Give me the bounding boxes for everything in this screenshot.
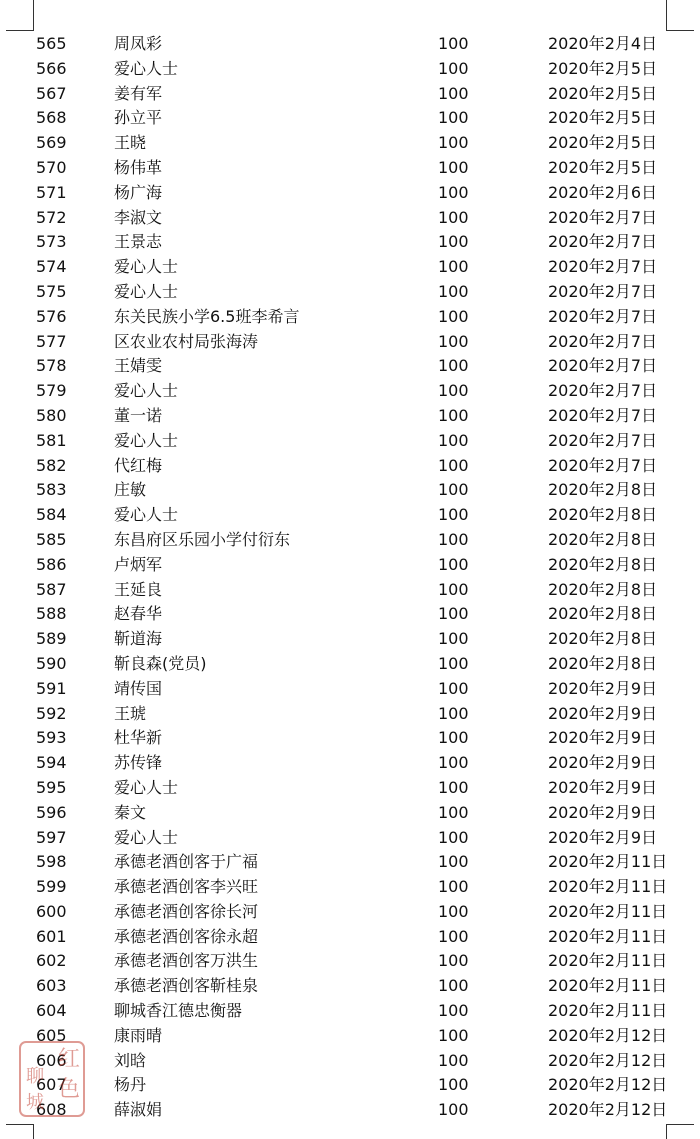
donation-date: 2020年2月9日 [548, 827, 658, 847]
donor-name: 康雨晴 [114, 1025, 163, 1045]
crop-mark-top-right-horizontal [666, 30, 694, 31]
donation-date: 2020年2月11日 [548, 901, 668, 921]
donation-amount: 100 [438, 505, 469, 525]
donation-amount: 100 [438, 1001, 469, 1021]
row-number: 601 [36, 926, 67, 946]
donation-date: 2020年2月9日 [548, 802, 658, 822]
list-item [0, 454, 700, 479]
row-number: 587 [36, 579, 67, 599]
donor-name: 王延良 [114, 579, 163, 599]
donor-name: 王琥 [114, 703, 147, 723]
crop-mark-top-left-vertical [33, 0, 34, 30]
row-number: 568 [36, 108, 67, 128]
donor-name: 靳道海 [114, 629, 163, 649]
list-item [0, 32, 700, 57]
row-number: 578 [36, 356, 67, 376]
list-item [0, 181, 700, 206]
row-number: 598 [36, 852, 67, 872]
donation-date: 2020年2月7日 [548, 257, 658, 277]
donation-amount: 100 [438, 1025, 469, 1045]
list-item [0, 429, 700, 454]
donation-date: 2020年2月7日 [548, 356, 658, 376]
crop-mark-top-right-vertical [666, 0, 667, 30]
row-number: 569 [36, 133, 67, 153]
donation-date: 2020年2月4日 [548, 34, 658, 53]
list-item [0, 404, 700, 429]
donor-name: 秦文 [114, 802, 147, 822]
donation-amount: 100 [438, 579, 469, 599]
donor-name: 代红梅 [114, 455, 163, 475]
donation-amount: 100 [438, 34, 469, 53]
watermark-seal-glyph-1: 红 [58, 1047, 81, 1072]
row-number: 593 [36, 728, 67, 748]
row-number: 585 [36, 529, 67, 549]
list-item [0, 82, 700, 107]
donation-date: 2020年2月11日 [548, 1001, 668, 1021]
donation-amount: 100 [438, 653, 469, 673]
donor-name: 杨伟革 [114, 157, 163, 177]
list-item [0, 949, 700, 974]
donation-date: 2020年2月5日 [548, 58, 658, 78]
donation-date: 2020年2月7日 [548, 455, 658, 475]
donor-name: 卢炳军 [114, 554, 163, 574]
list-item [0, 1024, 700, 1049]
donation-date: 2020年2月5日 [548, 157, 658, 177]
list-item [0, 900, 700, 925]
row-number: 589 [36, 629, 67, 649]
donation-amount: 100 [438, 133, 469, 153]
list-item [0, 875, 700, 900]
donor-name: 孙立平 [114, 108, 163, 128]
donor-name: 爱心人士 [114, 430, 179, 450]
donation-date: 2020年2月7日 [548, 207, 658, 227]
donation-date: 2020年2月7日 [548, 232, 658, 252]
donor-name: 承德老酒创客靳桂泉 [114, 976, 259, 996]
donation-amount: 100 [438, 356, 469, 376]
donation-date: 2020年2月8日 [548, 529, 658, 549]
row-number: 576 [36, 306, 67, 326]
row-number: 606 [36, 1050, 67, 1070]
row-number: 572 [36, 207, 67, 227]
donation-date: 2020年2月8日 [548, 629, 658, 649]
list-item [0, 578, 700, 603]
donation-amount: 100 [438, 306, 469, 326]
list-item [0, 925, 700, 950]
donation-date: 2020年2月12日 [548, 1025, 668, 1045]
donation-amount: 100 [438, 430, 469, 450]
list-item [0, 206, 700, 231]
row-number: 602 [36, 951, 67, 971]
list-item [0, 677, 700, 702]
list-item [0, 230, 700, 255]
donation-date: 2020年2月11日 [548, 976, 668, 996]
donor-name: 爱心人士 [114, 827, 179, 847]
list-item [0, 801, 700, 826]
donor-list [0, 32, 700, 1123]
list-item [0, 553, 700, 578]
donation-amount: 100 [438, 629, 469, 649]
donor-name: 庄敏 [114, 480, 147, 500]
row-number: 583 [36, 480, 67, 500]
list-item [0, 751, 700, 776]
list-item [0, 131, 700, 156]
list-item [0, 999, 700, 1024]
list-item [0, 528, 700, 553]
donation-amount: 100 [438, 753, 469, 773]
row-number: 574 [36, 257, 67, 277]
donor-name: 承德老酒创客徐永超 [114, 926, 259, 946]
donation-date: 2020年2月7日 [548, 281, 658, 301]
row-number: 590 [36, 653, 67, 673]
row-number: 592 [36, 703, 67, 723]
donor-name: 聊城香江德忠衡器 [114, 1001, 243, 1021]
donation-amount: 100 [438, 207, 469, 227]
row-number: 586 [36, 554, 67, 574]
donation-date: 2020年2月5日 [548, 83, 658, 103]
row-number: 580 [36, 405, 67, 425]
row-number: 565 [36, 34, 67, 53]
donation-amount: 100 [438, 257, 469, 277]
donor-name: 李淑文 [114, 207, 163, 227]
donation-amount: 100 [438, 281, 469, 301]
donor-name: 苏传锋 [114, 753, 163, 773]
row-number: 597 [36, 827, 67, 847]
donation-amount: 100 [438, 926, 469, 946]
row-number: 594 [36, 753, 67, 773]
donation-amount: 100 [438, 703, 469, 723]
donation-date: 2020年2月11日 [548, 926, 668, 946]
donation-amount: 100 [438, 405, 469, 425]
donation-amount: 100 [438, 58, 469, 78]
donation-amount: 100 [438, 951, 469, 971]
list-item [0, 776, 700, 801]
row-number: 605 [36, 1025, 67, 1045]
list-item [0, 850, 700, 875]
crop-mark-top-left-horizontal [6, 30, 34, 31]
donation-date: 2020年2月8日 [548, 579, 658, 599]
donation-amount: 100 [438, 480, 469, 500]
donation-amount: 100 [438, 728, 469, 748]
donor-name: 刘晗 [114, 1050, 147, 1070]
list-item [0, 305, 700, 330]
donation-date: 2020年2月7日 [548, 430, 658, 450]
donor-name: 杨丹 [114, 1075, 147, 1095]
donation-amount: 100 [438, 827, 469, 847]
donation-amount: 100 [438, 554, 469, 574]
row-number: 582 [36, 455, 67, 475]
donation-date: 2020年2月12日 [548, 1075, 668, 1095]
donation-date: 2020年2月7日 [548, 381, 658, 401]
donation-date: 2020年2月9日 [548, 753, 658, 773]
donor-name: 姜有军 [114, 83, 163, 103]
donation-amount: 100 [438, 381, 469, 401]
list-item [0, 280, 700, 305]
donor-name: 杜华新 [114, 728, 163, 748]
donation-date: 2020年2月8日 [548, 505, 658, 525]
donation-amount: 100 [438, 976, 469, 996]
donation-amount: 100 [438, 604, 469, 624]
row-number: 608 [36, 1100, 67, 1120]
watermark-seal-glyph-4: 城 [26, 1092, 44, 1113]
donor-name: 靖传国 [114, 678, 163, 698]
donation-date: 2020年2月9日 [548, 728, 658, 748]
donor-name: 承德老酒创客于广福 [114, 852, 259, 872]
donation-date: 2020年2月12日 [548, 1100, 668, 1120]
list-item [0, 379, 700, 404]
donation-amount: 100 [438, 232, 469, 252]
donor-name: 周凤彩 [114, 34, 163, 53]
row-number: 596 [36, 802, 67, 822]
row-number: 600 [36, 901, 67, 921]
donor-name: 区农业农村局张海涛 [114, 331, 259, 351]
donor-name: 薛淑娟 [114, 1100, 163, 1120]
list-item [0, 1073, 700, 1098]
donor-name: 东关民族小学6.5班李希言 [114, 306, 300, 326]
donation-date: 2020年2月9日 [548, 777, 658, 797]
donation-date: 2020年2月5日 [548, 108, 658, 128]
list-item [0, 57, 700, 82]
donor-name: 靳良森(党员) [114, 653, 207, 673]
list-item [0, 602, 700, 627]
donor-name: 东昌府区乐园小学付衍东 [114, 529, 291, 549]
donor-name: 爱心人士 [114, 505, 179, 525]
row-number: 604 [36, 1001, 67, 1021]
donor-name: 爱心人士 [114, 281, 179, 301]
donation-amount: 100 [438, 1100, 469, 1120]
watermark-seal-glyph-2: 色 [58, 1077, 81, 1102]
donation-amount: 100 [438, 678, 469, 698]
donation-amount: 100 [438, 901, 469, 921]
row-number: 575 [36, 281, 67, 301]
donation-amount: 100 [438, 455, 469, 475]
list-item [0, 826, 700, 851]
donation-date: 2020年2月6日 [548, 182, 658, 202]
donor-name: 王晓 [114, 133, 147, 153]
donor-name: 董一诺 [114, 405, 163, 425]
donation-amount: 100 [438, 802, 469, 822]
row-number: 588 [36, 604, 67, 624]
donation-amount: 100 [438, 108, 469, 128]
donation-date: 2020年2月8日 [548, 653, 658, 673]
list-item [0, 478, 700, 503]
donation-amount: 100 [438, 1050, 469, 1070]
donor-name: 爱心人士 [114, 777, 179, 797]
row-number: 607 [36, 1075, 67, 1095]
donor-name: 爱心人士 [114, 58, 179, 78]
donation-date: 2020年2月9日 [548, 703, 658, 723]
row-number: 595 [36, 777, 67, 797]
list-item [0, 330, 700, 355]
donation-amount: 100 [438, 1075, 469, 1095]
donation-amount: 100 [438, 83, 469, 103]
donation-date: 2020年2月11日 [548, 951, 668, 971]
donation-date: 2020年2月11日 [548, 852, 668, 872]
donation-amount: 100 [438, 852, 469, 872]
donation-date: 2020年2月8日 [548, 554, 658, 574]
row-number: 577 [36, 331, 67, 351]
donor-name: 王婧雯 [114, 356, 163, 376]
crop-mark-bottom-right-vertical [666, 1124, 667, 1139]
row-number: 584 [36, 505, 67, 525]
donation-amount: 100 [438, 877, 469, 897]
watermark-seal [18, 1040, 86, 1118]
row-number: 570 [36, 157, 67, 177]
list-item [0, 354, 700, 379]
list-item [0, 652, 700, 677]
list-item [0, 1098, 700, 1123]
donation-date: 2020年2月5日 [548, 133, 658, 153]
donor-name: 爱心人士 [114, 257, 179, 277]
donor-name: 爱心人士 [114, 381, 179, 401]
donation-date: 2020年2月9日 [548, 678, 658, 698]
donation-amount: 100 [438, 182, 469, 202]
watermark-seal-glyph-3: 聊 [26, 1066, 44, 1087]
row-number: 581 [36, 430, 67, 450]
list-item [0, 1049, 700, 1074]
donor-name: 赵春华 [114, 604, 163, 624]
crop-mark-bottom-left-horizontal [6, 1124, 34, 1125]
row-number: 566 [36, 58, 67, 78]
donor-name: 承德老酒创客万洪生 [114, 951, 259, 971]
donation-amount: 100 [438, 777, 469, 797]
crop-mark-bottom-left-vertical [33, 1124, 34, 1139]
list-item [0, 106, 700, 131]
donation-date: 2020年2月7日 [548, 331, 658, 351]
list-item [0, 255, 700, 280]
donation-amount: 100 [438, 529, 469, 549]
donation-date: 2020年2月11日 [548, 877, 668, 897]
row-number: 591 [36, 678, 67, 698]
donation-date: 2020年2月7日 [548, 405, 658, 425]
donation-date: 2020年2月8日 [548, 480, 658, 500]
row-number: 573 [36, 232, 67, 252]
donor-name: 承德老酒创客徐长河 [114, 901, 259, 921]
donation-date: 2020年2月7日 [548, 306, 658, 326]
list-item [0, 503, 700, 528]
row-number: 603 [36, 976, 67, 996]
donor-name: 王景志 [114, 232, 163, 252]
list-item [0, 156, 700, 181]
donor-name: 承德老酒创客李兴旺 [114, 877, 259, 897]
list-item [0, 627, 700, 652]
crop-mark-bottom-right-horizontal [666, 1124, 694, 1125]
donation-amount: 100 [438, 331, 469, 351]
row-number: 571 [36, 182, 67, 202]
row-number: 599 [36, 877, 67, 897]
row-number: 567 [36, 83, 67, 103]
list-item [0, 974, 700, 999]
donor-name: 杨广海 [114, 182, 163, 202]
row-number: 579 [36, 381, 67, 401]
donation-date: 2020年2月12日 [548, 1050, 668, 1070]
list-item [0, 702, 700, 727]
list-item [0, 726, 700, 751]
donation-amount: 100 [438, 157, 469, 177]
donation-date: 2020年2月8日 [548, 604, 658, 624]
